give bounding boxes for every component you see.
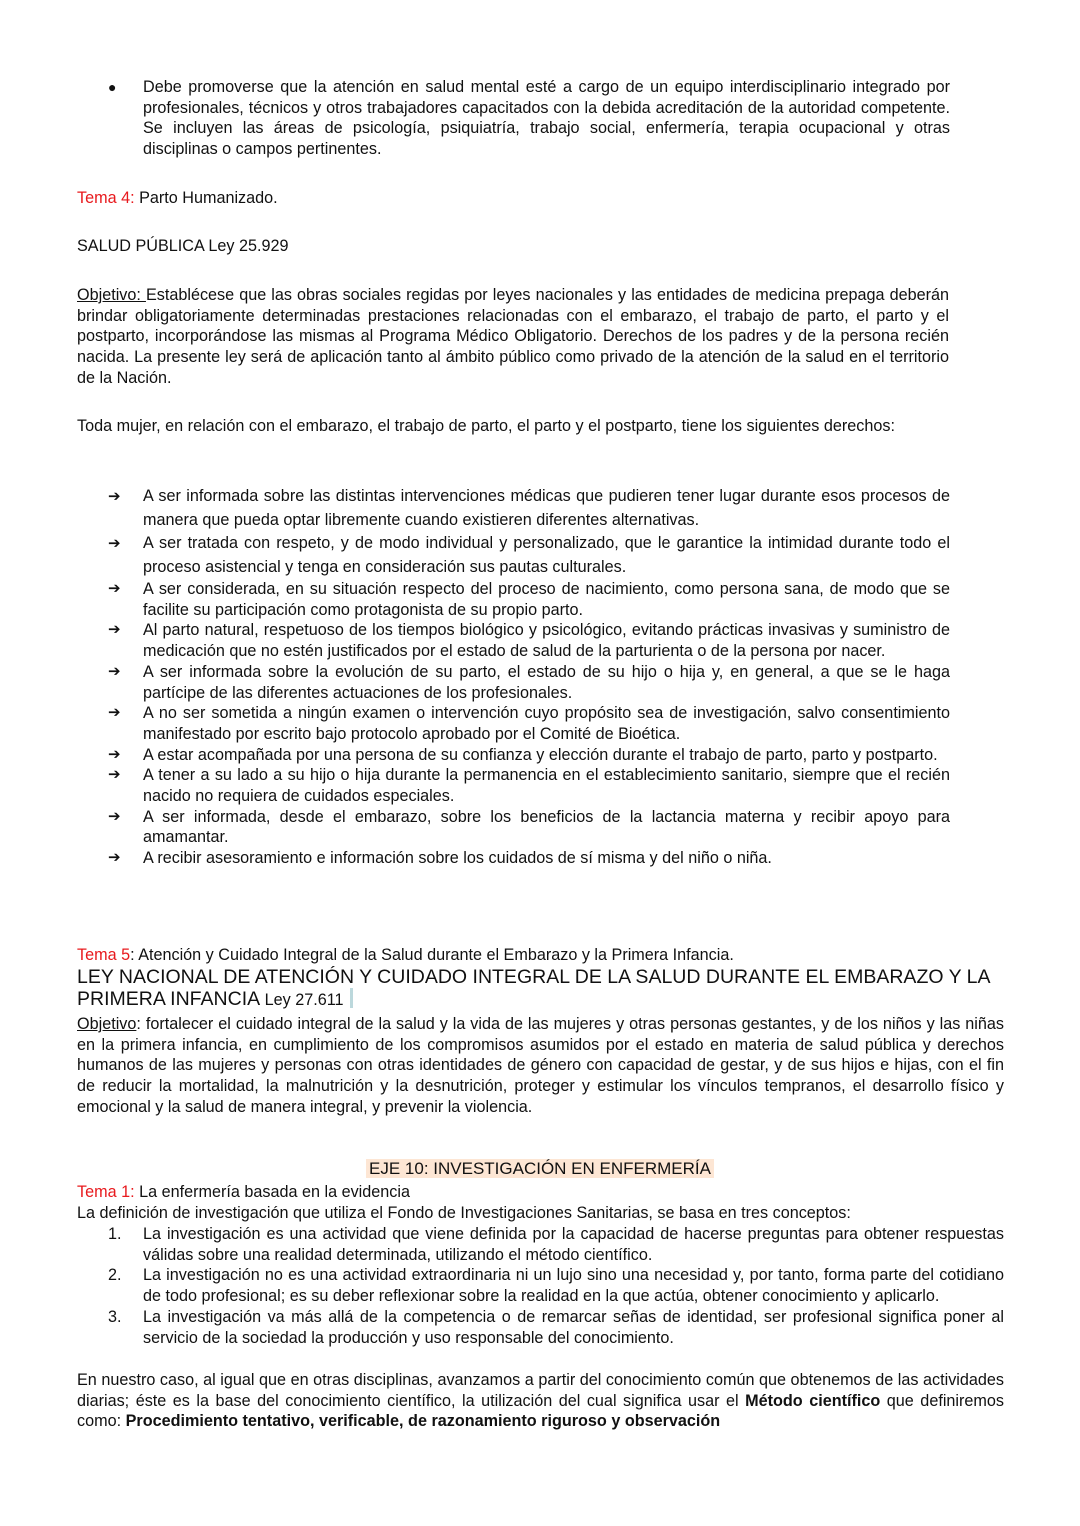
- arrow-icon: ➔: [108, 849, 121, 867]
- tema1-title: La enfermería basada en la evidencia: [134, 1183, 410, 1201]
- tema1-heading: [77, 1182, 410, 1203]
- derecho-item: [108, 745, 950, 766]
- arrow-icon: ➔: [108, 580, 121, 597]
- derecho-item: [108, 662, 950, 703]
- objetivo-paragraph-2: [77, 1014, 1004, 1118]
- concepto-text: La investigación es una actividad que viene definida por la capacidad de hacerse preguntas para obtener respuestas válidas sobre una realidad determinada, utilizando el método científico.: [143, 1225, 1004, 1264]
- arrow-icon: ➔: [108, 535, 121, 552]
- objetivo-paragraph-1: [77, 285, 949, 389]
- list-number: 2.: [108, 1266, 122, 1285]
- derecho-item: [108, 703, 950, 744]
- metodo-cientifico-term: Método científico: [745, 1391, 881, 1410]
- derecho-text: A ser tratada con respeto, y de modo individual y personalizado, que le garantice la intimidad durante todo el proceso asistencial y tenga en consideración sus pautas culturales.: [143, 534, 950, 576]
- text-cursor: [350, 988, 353, 1008]
- definicion-metodo: Procedimiento tentativo, verificable, de razonamiento riguroso y observación: [125, 1412, 721, 1431]
- objetivo-text: : fortalecer el cuidado integral de la salud y la vida de las mujeres y otras personas gestantes, y de los niños y las niñas en la primera infancia, en cumplimiento de los compromisos asumidos por el estado en materia de salud pública y derechos humanos de las mujeres y personas con otras identidades de género con capacidad de gestar, y de sus hijos e hijas, con el fin de reducir la mortalidad, la malnutrición y la desnutrición, proteger y estimular los vínculos tempranos, el desarrollo físico y emocional y la salud de manera integral, y prevenir la violencia.: [77, 1015, 1004, 1116]
- arrow-icon: ➔: [108, 807, 121, 825]
- concepto-text: La investigación no es una actividad extraordinaria ni un lujo sino una necesidad y, por tanto, forma parte del cotidiano de todo profesional; es su deber reflexionar sobre la realidad en la que actúa, obtener conocimiento y aplicarlo.: [143, 1266, 1004, 1306]
- tema5-title: : Atención y Cuidado Integral de la Salud durante el Embarazo y la Primera Infancia.: [130, 946, 734, 964]
- derecho-text: A tener a su lado a su hijo o hija durante la permanencia en el establecimiento sanitario, siempre que el recién nacido no requiera de cuidados especiales.: [143, 766, 950, 806]
- ley-number: Ley 27.611: [260, 991, 344, 1009]
- salud-publica-heading: SALUD PÚBLICA Ley 25.929: [77, 237, 289, 255]
- objetivo-label: Objetivo: [77, 1015, 137, 1033]
- derechos-intro: Toda mujer, en relación con el embarazo, el trabajo de parto, el parto y el postparto, tiene los siguientes derechos:: [77, 417, 895, 435]
- derecho-item: [108, 848, 950, 869]
- derecho-text: A recibir asesoramiento e información sobre los cuidados de sí misma y del niño o niña.: [143, 849, 772, 868]
- bullet-item: [108, 77, 950, 160]
- tema4-title: Parto Humanizado.: [134, 189, 278, 207]
- ley-nacional-title: [77, 967, 1007, 1011]
- derecho-text: A ser informada sobre las distintas intervenciones médicas que pudieren tener lugar durante esos procesos de manera que pueda optar libremente cuando existieren diferentes alternativas.: [143, 487, 950, 529]
- derecho-item: [108, 765, 950, 806]
- tema5-heading: [77, 945, 1007, 966]
- concepto-item: [108, 1224, 1004, 1265]
- definicion-intro: La definición de investigación que utiliza el Fondo de Investigaciones Sanitarias, se basa en tres conceptos:: [77, 1204, 851, 1222]
- bullet-icon: ●: [108, 79, 117, 95]
- tema5-label: Tema 5: [77, 946, 131, 964]
- cierre-paragraph: [77, 1370, 1004, 1432]
- arrow-icon: ➔: [108, 488, 121, 505]
- arrow-icon: ➔: [108, 766, 121, 784]
- cierre-text-2: que definiremos como:: [77, 1391, 1004, 1431]
- concepto-item: [108, 1265, 1004, 1306]
- derecho-text: A no ser sometida a ningún examen o intervención cuyo propósito sea de investigación, salvo consentimiento manifestado por escrito bajo protocolo aprobado por el Comité de Bioética.: [143, 704, 950, 743]
- eje10-title: EJE 10: INVESTIGACIÓN EN ENFERMERÍA: [366, 1159, 714, 1178]
- concepto-item: [108, 1307, 1004, 1348]
- arrow-icon: ➔: [108, 662, 121, 680]
- derecho-text: Al parto natural, respetuoso de los tiempos biológico y psicológico, evitando prácticas invasivas y suministro de medicación que no estén justificados por el estado de salud de la parturienta o de la persona por nacer.: [143, 621, 950, 661]
- arrow-icon: ➔: [108, 745, 121, 763]
- derecho-item: [108, 579, 950, 620]
- objetivo-text: Establécese que las obras sociales regidas por leyes nacionales y las entidades de medicina prepaga deberán brindar obligatoriamente determinadas prestaciones relacionadas con el embarazo, el trabajo de parto, el parto y el postparto, incorporándose las mismas al Programa Médico Obligatorio. Derechos de los padres y de la persona recién nacida. La presente ley será de aplicación tanto al ámbito público como privado de la atención de la salud en el territorio de la Nación.: [77, 286, 949, 387]
- list-number: 3.: [108, 1307, 122, 1326]
- derecho-item: [108, 485, 950, 532]
- derecho-text: A ser informada, desde el embarazo, sobre los beneficios de la lactancia materna y recibir apoyo para amamantar.: [143, 807, 950, 847]
- derecho-item: [108, 532, 950, 579]
- list-number: 1.: [108, 1225, 122, 1243]
- concepto-text: La investigación va más allá de la competencia o de remarcar señas de identidad, ser profesional significa poner al servicio de la sociedad la producción y uso responsable del conocimiento.: [143, 1307, 1004, 1347]
- objetivo-label: Objetivo:: [77, 286, 146, 304]
- tema4-heading: [77, 188, 278, 209]
- derecho-text: A ser considerada, en su situación respecto del proceso de nacimiento, como persona sana, de modo que se facilite su participación como protagonista de su propio parto.: [143, 580, 950, 619]
- cierre-text-1: En nuestro caso, al igual que en otras disciplinas, avanzamos a partir del conocimiento común que obtenemos de las actividades diarias; éste es la base del conocimiento científico, la utilización del cual significa usar el: [77, 1371, 1004, 1410]
- derecho-text: A ser informada sobre la evolución de su parto, el estado de su hijo o hija y, en general, a que se le haga partícipe de las diferentes actuaciones de los profesionales.: [143, 662, 950, 702]
- arrow-icon: ➔: [108, 621, 121, 639]
- conceptos-list: [108, 1224, 1004, 1348]
- bullet-text: Debe promoverse que la atención en salud mental esté a cargo de un equipo interdisciplinario integrado por profesionales, técnicos y otros trabajadores capacitados con la debida acreditación de la autoridad competente. Se incluyen las áreas de psicología, psiquiatría, trabajo social, enfermería, terapia ocupacional y otras disciplinas o campos pertinentes.: [143, 78, 950, 159]
- ley-nacional-name: LEY NACIONAL DE ATENCIÓN Y CUIDADO INTEGRAL DE LA SALUD DURANTE EL EMBARAZO Y LA PRIMERA INFANCIA: [77, 966, 990, 1010]
- derecho-item: [108, 620, 950, 661]
- derecho-item: [108, 807, 950, 848]
- arrow-icon: ➔: [108, 704, 121, 722]
- derechos-list: [108, 485, 950, 869]
- bullet-list-salud-mental: [108, 77, 950, 160]
- eje10-heading: [0, 1158, 1080, 1180]
- tema4-label: Tema 4:: [77, 189, 135, 207]
- tema1-label: Tema 1:: [77, 1183, 135, 1201]
- derecho-text: A estar acompañada por una persona de su confianza y elección durante el trabajo de parto, parto y postparto.: [143, 745, 938, 764]
